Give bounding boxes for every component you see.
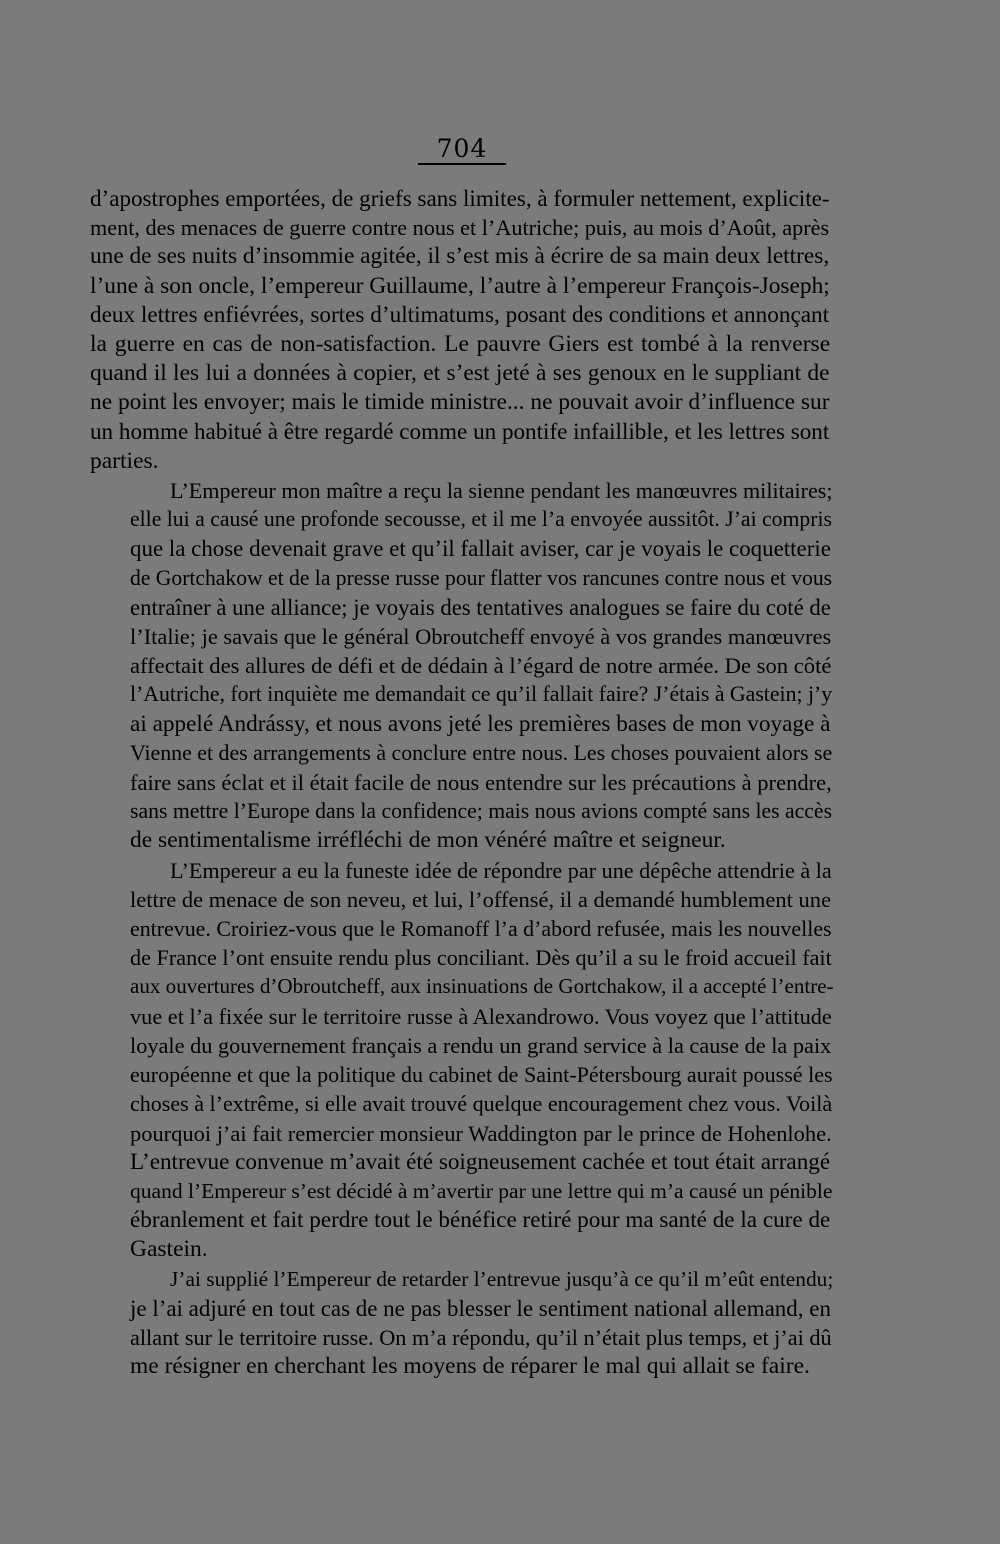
text-line: je l’ai adjuré en tout cas de ne pas blesser le sentiment national allemand, en — [130, 1295, 831, 1321]
paragraph — [90, 1265, 834, 1382]
text-line: de France l’ont ensuite rendu plus conciliant. Dès qu’il a su le froid accueil fait — [130, 945, 832, 971]
page-number: 704 — [436, 134, 488, 163]
text-line: L’Empereur mon maître a reçu la sienne pendant les manœuvres militaires; — [170, 478, 833, 504]
text-line: entrevue. Croiriez-vous que le Romanoff l’a d’abord refusée, mais les nouvelles — [130, 916, 832, 942]
text-line: européenne et que la politique du cabinet de Saint-Pétersbourg aurait poussé les — [130, 1062, 833, 1088]
text-line: aux ouvertures d’Obroutcheff, aux insinuations de Gortchakow, il a accepté l’entre- — [130, 974, 834, 999]
text-line: l’Autriche, fort inquiète me demandait ce qu’il fallait faire? J’étais à Gastein; j’y — [130, 682, 833, 707]
page-number-rule — [418, 163, 506, 165]
paragraph — [90, 476, 833, 856]
text-line: loyale du gouvernement français a rendu un grand service à la cause de la paix — [130, 1032, 832, 1058]
text-line: vue et l’a fixée sur le territoire russe à Alexandrowo. Vous voyez que l’attitude — [130, 1003, 832, 1029]
text-line: pourquoi j’ai fait remercier monsieur Waddington par le prince de Hohenlohe. — [130, 1120, 832, 1146]
text-line: L’Empereur a eu la funeste idée de répondre par une dépêche attendrie à la — [170, 857, 832, 883]
text-line: allant sur le territoire russe. On m’a répondu, qu’il n’était plus temps, et j’ai dû — [130, 1324, 832, 1350]
text-line: deux lettres enfiévrées, sortes d’ultimatums, posant des conditions et annonçant — [90, 301, 830, 328]
text-line: quand l’Empereur s’est décidé à m’avertir par une lettre qui m’a causé un pénible — [130, 1178, 833, 1203]
text-line: lettre de menace de son neveu, et lui, l’offensé, il a demandé humblement une — [130, 886, 832, 912]
text-line: de Gortchakow et de la presse russe pour flatter vos rancunes contre nous et vous — [130, 565, 833, 590]
text-line: une de ses nuits d’insommie agitée, il s’est mis à écrire de sa main deux lettres, — [90, 243, 830, 270]
text-line: elle lui a causé une profonde secousse, et il me l’a envoyée aussitôt. J’ai compris — [130, 507, 833, 532]
text-line: ébranlement et fait perdre tout le bénéfice retiré pour ma santé de la cure de — [130, 1207, 831, 1234]
text-line: quand il les lui a données à copier, et s’est jeté à ses genoux en le suppliant de — [90, 360, 830, 387]
text-line: choses à l’extrême, si elle avait trouvé quelque encouragement chez vous. Voilà — [130, 1091, 833, 1117]
text-line: Vienne et des arrangements à conclure entre nous. Les choses pouvaient alors se — [130, 740, 833, 765]
text-line: L’entrevue convenue m’avait été soigneusement cachée et tout était arrangé — [130, 1148, 831, 1175]
body-text — [90, 184, 834, 1381]
text-line: ment, des menaces de guerre contre nous et l’Autriche; puis, au mois d’Août, après — [90, 215, 830, 241]
text-line: entraîner à une alliance; je voyais des tentatives analogues se faire du coté de — [130, 594, 831, 620]
text-line: que la chose devenait grave et qu’il fallait aviser, car je voyais le coquetterie — [130, 536, 831, 562]
text-line: ai appelé Andrássy, et nous avons jeté les premières bases de mon voyage à — [130, 710, 831, 737]
text-line: Gastein. — [130, 1236, 208, 1263]
paragraph — [90, 856, 834, 1265]
text-line: ne point les envoyer; mais le timide ministre... ne pouvait avoir d’influence sur — [90, 389, 830, 416]
text-line: d’apostrophes emportées, de griefs sans limites, à formuler nettement, explicite- — [90, 185, 830, 211]
text-line: un homme habitué à être regardé comme un pontife infaillible, et les lettres sont — [90, 418, 830, 445]
paragraph — [90, 184, 830, 476]
text-line: me résigner en cherchant les moyens de réparer le mal qui allait se faire. — [130, 1353, 810, 1380]
text-line: J’ai supplié l’Empereur de retarder l’entrevue jusqu’à ce qu’il m’eût entendu; — [170, 1266, 834, 1291]
text-line: l’Italie; je savais que le général Obroutcheff envoyé à vos grandes manœuvres — [130, 624, 832, 650]
text-line: l’une à son oncle, l’empereur Guillaume, l’autre à l’empereur François-Joseph; — [90, 272, 830, 299]
text-line: affectait des allures de défi et de dédain à l’égard de notre armée. De son côté — [130, 653, 832, 679]
text-line: la guerre en cas de non-satisfaction. Le pauvre Giers est tombé à la renverse — [90, 331, 831, 358]
text-line: parties. — [90, 447, 159, 474]
text-line: sans mettre l’Europe dans la confidence; mais nous avions compté sans les accès — [130, 799, 833, 824]
text-line: faire sans éclat et il était facile de nous entendre sur les précautions à prendre, — [130, 770, 832, 796]
text-line: de sentimentalisme irréfléchi de mon vénéré maître et seigneur. — [130, 827, 726, 854]
